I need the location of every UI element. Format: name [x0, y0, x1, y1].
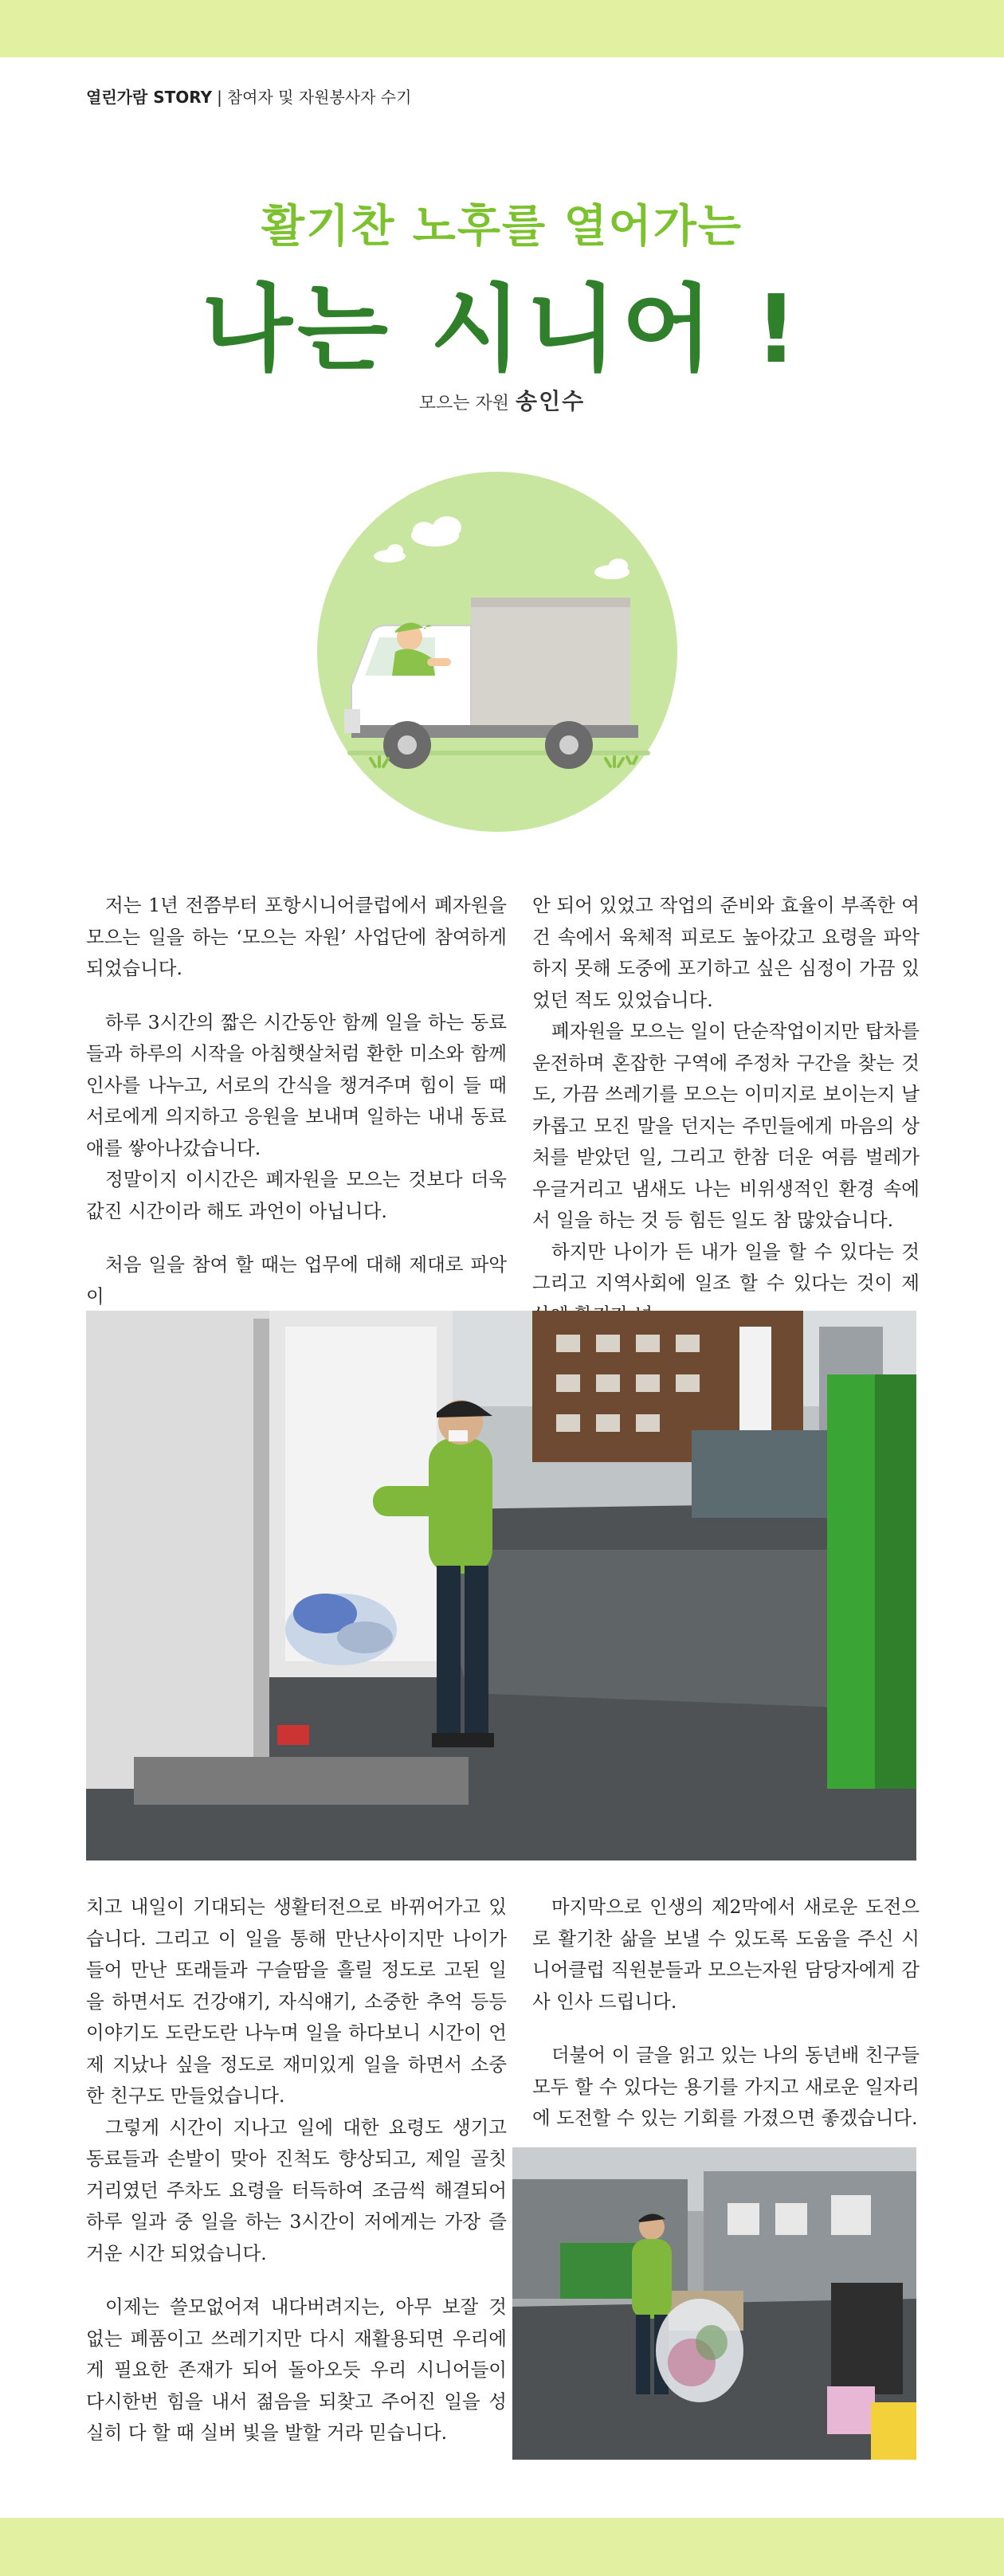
- paragraph: 하루 3시간의 짧은 시간동안 함께 일을 하는 동료들과 하루의 시작을 아침햇살처럼 환한 미소와 함께 인사를 나누고, 서로의 간식을 챙겨주며 힘이 들 때 서로에게 의지하고 응원을 보내며 일하는 내내 동료애를 쌓아나갔습니다.: [86, 1010, 507, 1159]
- paragraph: 폐자원을 모으는 일이 단순작업이지만 탑차를 운전하며 혼잡한 구역에 주정차 구간을 찾는 것도, 가끔 쓰레기를 모으는 이미지로 보이는지 날카롭고 모진 말을 던지는 주민들에게 마음의 상처를 받았던 일, 그리고 한참 더운 여름 벌레가 우글거리고 냄새도 나는 비위생적인 환경 속에서 일을 하는 것 등 힘든 일도 참 많았습니다.: [532, 1020, 920, 1231]
- recycling-truck-photo: [86, 1311, 916, 1860]
- paragraph: 정말이지 이시간은 폐자원을 모으는 것보다 더욱 값진 시간이라 해도 과언이 아닙니다.: [86, 1168, 507, 1222]
- article-subtitle: 활기찬 노후를 열어가는: [261, 201, 743, 253]
- byline-role: 모으는 자원: [418, 394, 510, 414]
- paragraph: 안 되어 있었고 작업의 준비와 효율이 부족한 여건 속에서 육체적 피로도 높아갔고 요령을 파악하지 못해 도중에 포기하고 싶은 심정이 가끔 있었던 적도 있었습니다.: [532, 894, 920, 1011]
- paragraph: 치고 내일이 기대되는 생활터전으로 바뀌어가고 있습니다. 그리고 이 일을 통해 만난사이지만 나이가 들어 만난 또래들과 구슬땀을 흘릴 정도로 고된 일을 하면서도 건강얘기, 자식얘기, 소중한 추억 등등 이야기도 도란도란 나누며 일을 하다보니 시간이 언제 지났나 싶을 정도로 재미있게 일을 하면서 소중한 친구도 만들었습니다.: [86, 1896, 507, 2107]
- byline-author: 송인수: [516, 388, 586, 414]
- page-header: [86, 84, 411, 108]
- paragraph: 이제는 쓸모없어져 내다버려지는, 아무 보잘 것 없는 폐품이고 쓰레기지만 다시 재활용되면 우리에게 필요한 존재가 되어 돌아오듯 우리 시니어들이 다시한번 힘을 내서 젊음을 되찾고 주어진 일을 성실히 다 할 때 실버 빛을 발할 거라 믿습니다.: [86, 2296, 507, 2444]
- bottom-band: [0, 2518, 1004, 2576]
- paragraph: 그렇게 시간이 지나고 일에 대한 요령도 생기고 동료들과 손발이 맞아 진척도 향상되고, 제일 골칫거리였던 주차도 요령을 터득하여 조금씩 해결되어 하루 일과 중 일을 하는 3시간이 저에게는 가장 즐거운 시간 되었습니다.: [86, 2115, 507, 2264]
- header-separator: |: [217, 88, 222, 107]
- paragraph: 처음 일을 참여 할 때는 업무에 대해 제대로 파악이: [86, 1253, 507, 1308]
- article-column-1: [86, 890, 507, 1312]
- magazine-brand: 열린가람 STORY: [86, 88, 213, 107]
- paragraph: 저는 1년 전쯤부터 포항시니어클럽에서 폐자원을 모으는 일을 하는 ‘모으는 자원’ 사업단에 참여하게 되었습니다.: [86, 894, 507, 979]
- section-name: 참여자 및 자원봉사자 수기: [226, 88, 412, 107]
- article-column-3: [86, 1892, 507, 2449]
- article-column-2: [532, 890, 920, 1331]
- paragraph: 하지만 나이가 든 내가 일을 할 수 있다는 것 그리고 지역사회에 일조 할 수 있다는 것이 제: [532, 1240, 920, 1294]
- byline: [0, 384, 1004, 416]
- top-band: [0, 0, 1004, 57]
- truck-driver-illustration: [316, 470, 679, 833]
- recycling-bag-photo: [512, 2147, 916, 2460]
- article-column-4: [532, 1892, 920, 2135]
- paragraph: 더불어 이 글을 읽고 있는 나의 동년배 친구들 모두 할 수 있다는 용기를 가지고 새로운 일자리에 도전할 수 있는 기회를 가졌으면 좋겠습니다.: [532, 2044, 920, 2129]
- article-title: 나는 시니어 !: [202, 274, 802, 384]
- paragraph: 마지막으로 인생의 제2막에서 새로운 도전으로 활기찬 삶을 보낼 수 있도록 도움을 주신 시니어클럽 직원분들과 모으는자원 담당자에게 감사 인사 드립니다.: [532, 1896, 920, 2013]
